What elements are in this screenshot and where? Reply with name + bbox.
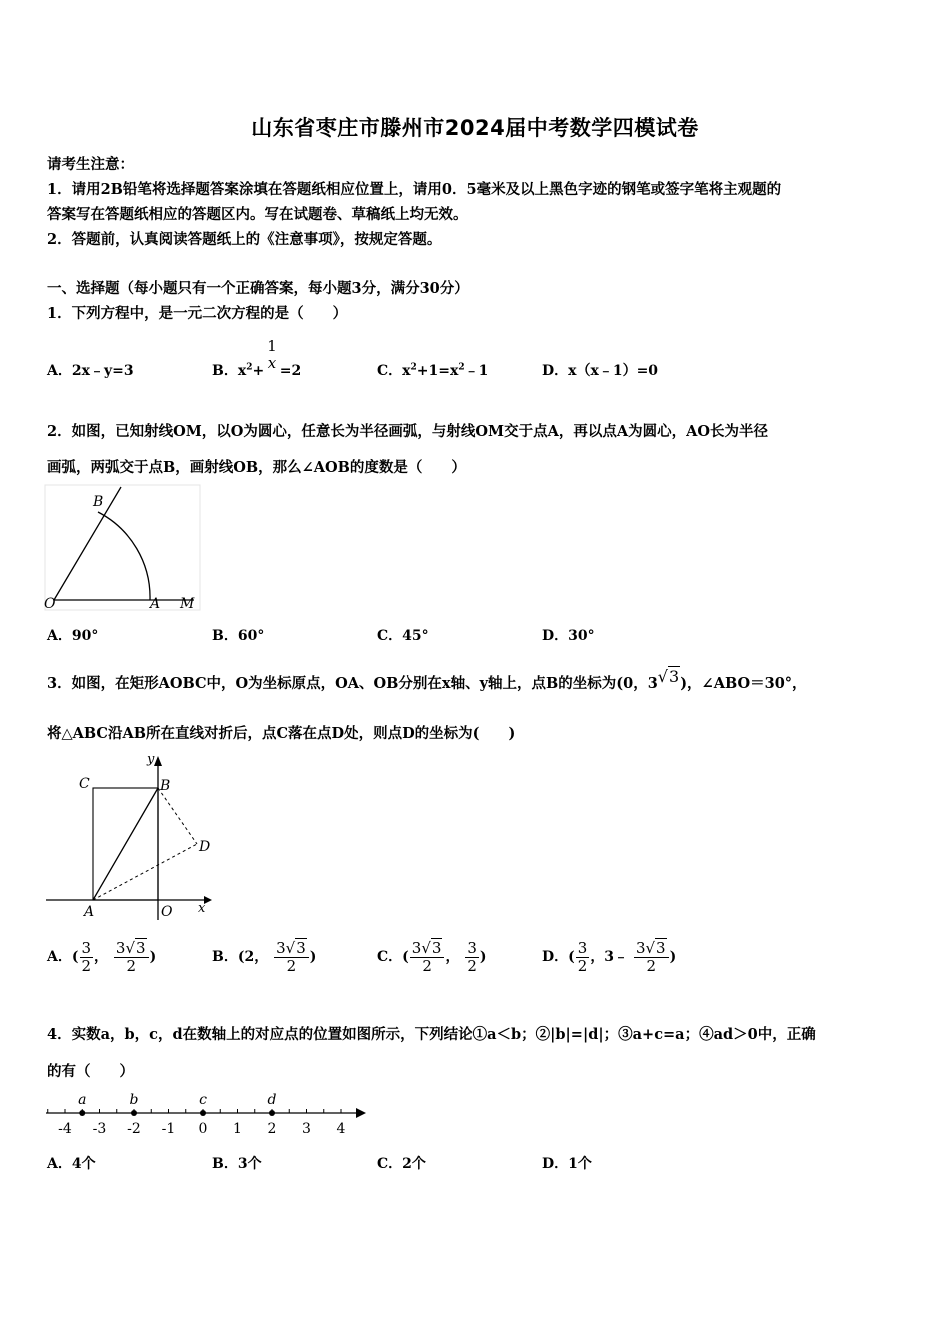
tick-label: 2 [267,1121,277,1137]
q4-option-d: D．1个 [542,1156,592,1172]
point-label-c: c [199,1092,207,1108]
q1-option-b: B．$x^2+$ 1 x =2 [212,337,302,379]
tick-label: 4 [336,1121,346,1137]
q4-option-c: C．2个 [377,1156,426,1172]
q2-option-d: D．30° [542,628,595,644]
label-b: B [93,494,104,510]
q4-option-a: A．4个 [47,1156,96,1172]
label-o: O [161,904,173,920]
notice-line-3: 2．答题前，认真阅读答题纸上的《注意事项》，按规定答题。 [47,231,442,248]
label-b: B [160,778,171,794]
q2-option-b: B．60° [212,628,265,644]
point-d [269,1110,275,1116]
label-a: A [150,596,161,612]
tick-label: 3 [302,1121,311,1137]
point-label-b: b [129,1092,139,1108]
notice-line-2: 答案写在答题纸相应的答题区内。写在试题卷、草稿纸上均无效。 [47,206,468,223]
point-c [200,1110,206,1116]
segment-ab [93,788,158,900]
notice-heading: 请考生注意： [47,156,134,173]
tick-label: 1 [233,1121,242,1137]
q2-stem-line-2: 画弧，两弧交于点B，画射线OB，那么∠AOB的度数是（ ） [47,459,466,476]
page-title: 山东省枣庄市滕州市2024届中考数学四模试卷 [251,116,699,140]
tick-label: -2 [127,1121,141,1137]
label-a: A [84,904,95,920]
point-b [131,1110,137,1116]
point-label-a: a [78,1092,87,1108]
q3-option-d: D．( $\frac{3}{2}$ ，3﹣ $\frac{3√3}{2}$ ) [542,939,677,975]
ray-ob [54,487,121,600]
q3-figure [44,752,220,922]
q3-option-c: C．( $\frac{3√3}{2}$ ， $\frac{3}{2}$ ) [377,939,487,975]
segment-bd [158,788,197,844]
q1-option-c: C．$x^2+1=x^2﹣1$ [377,362,489,379]
q2-stem-line-1: 2．如图，已知射线OM，以O为圆心，任意长为半径画弧，与射线OM交于点A，再以点A为圆心，AO长为半径 [47,423,768,440]
q3-stem-line-1: 3．如图，在矩形AOBC中，O为坐标原点，OA、OB分别在x轴、y轴上，点B的坐标为(0，3√3)，∠ABO＝30°， [47,667,807,692]
q2-figure [44,484,202,612]
tick-label: -4 [58,1121,72,1137]
point-a [79,1110,85,1116]
q4-option-b: B．3个 [212,1156,262,1172]
tick-label: -3 [92,1121,107,1137]
q1-option-d: D．x（x﹣1）=0 [542,363,659,379]
q4-stem-line-2: 的有（ ） [47,1063,134,1080]
tick-label: 0 [198,1121,208,1137]
q3-option-a: A．( $\frac{3}{2}$ ， $\frac{3√3}{2}$ ) [47,939,157,975]
label-m: M [180,596,195,612]
q3-option-b: B．(2， $\frac{3√3}{2}$ ) [212,939,317,975]
tick-label: -1 [161,1121,176,1137]
q3-stem-line-2: 将△ABC沿AB所在直线对折后，点C落在点D处，则点D的坐标为( ) [47,725,516,742]
point-label-d: d [267,1092,277,1108]
notice-line-1: 1．请用2B铅笔将选择题答案涂填在答题纸相应位置上，请用0．5毫米及以上黑色字迹的钢笔或签字笔将主观题的 [47,181,782,198]
label-x: x [198,901,206,916]
q2-option-c: C．45° [377,628,429,644]
q1-option-a: A．2x﹣y=3 [47,363,134,379]
q4-number-line [44,1086,370,1142]
label-c: C [79,776,90,792]
number-line-arrow [356,1108,366,1118]
q1-stem: 1．下列方程中，是一元二次方程的是（ ） [47,305,348,322]
q2-option-a: A．90° [47,628,99,644]
section-heading: 一、选择题（每小题只有一个正确答案，每小题3分，满分30分） [47,280,469,297]
label-y: y [147,752,155,767]
label-o: O [44,596,56,612]
arc [98,512,150,600]
q4-stem-line-1: 4．实数a，b，c，d在数轴上的对应点的位置如图所示，下列结论①a＜b；②|b|=|d|；③a+c=a；④ad＞0中，正确 [47,1026,816,1043]
label-d: D [199,839,211,855]
